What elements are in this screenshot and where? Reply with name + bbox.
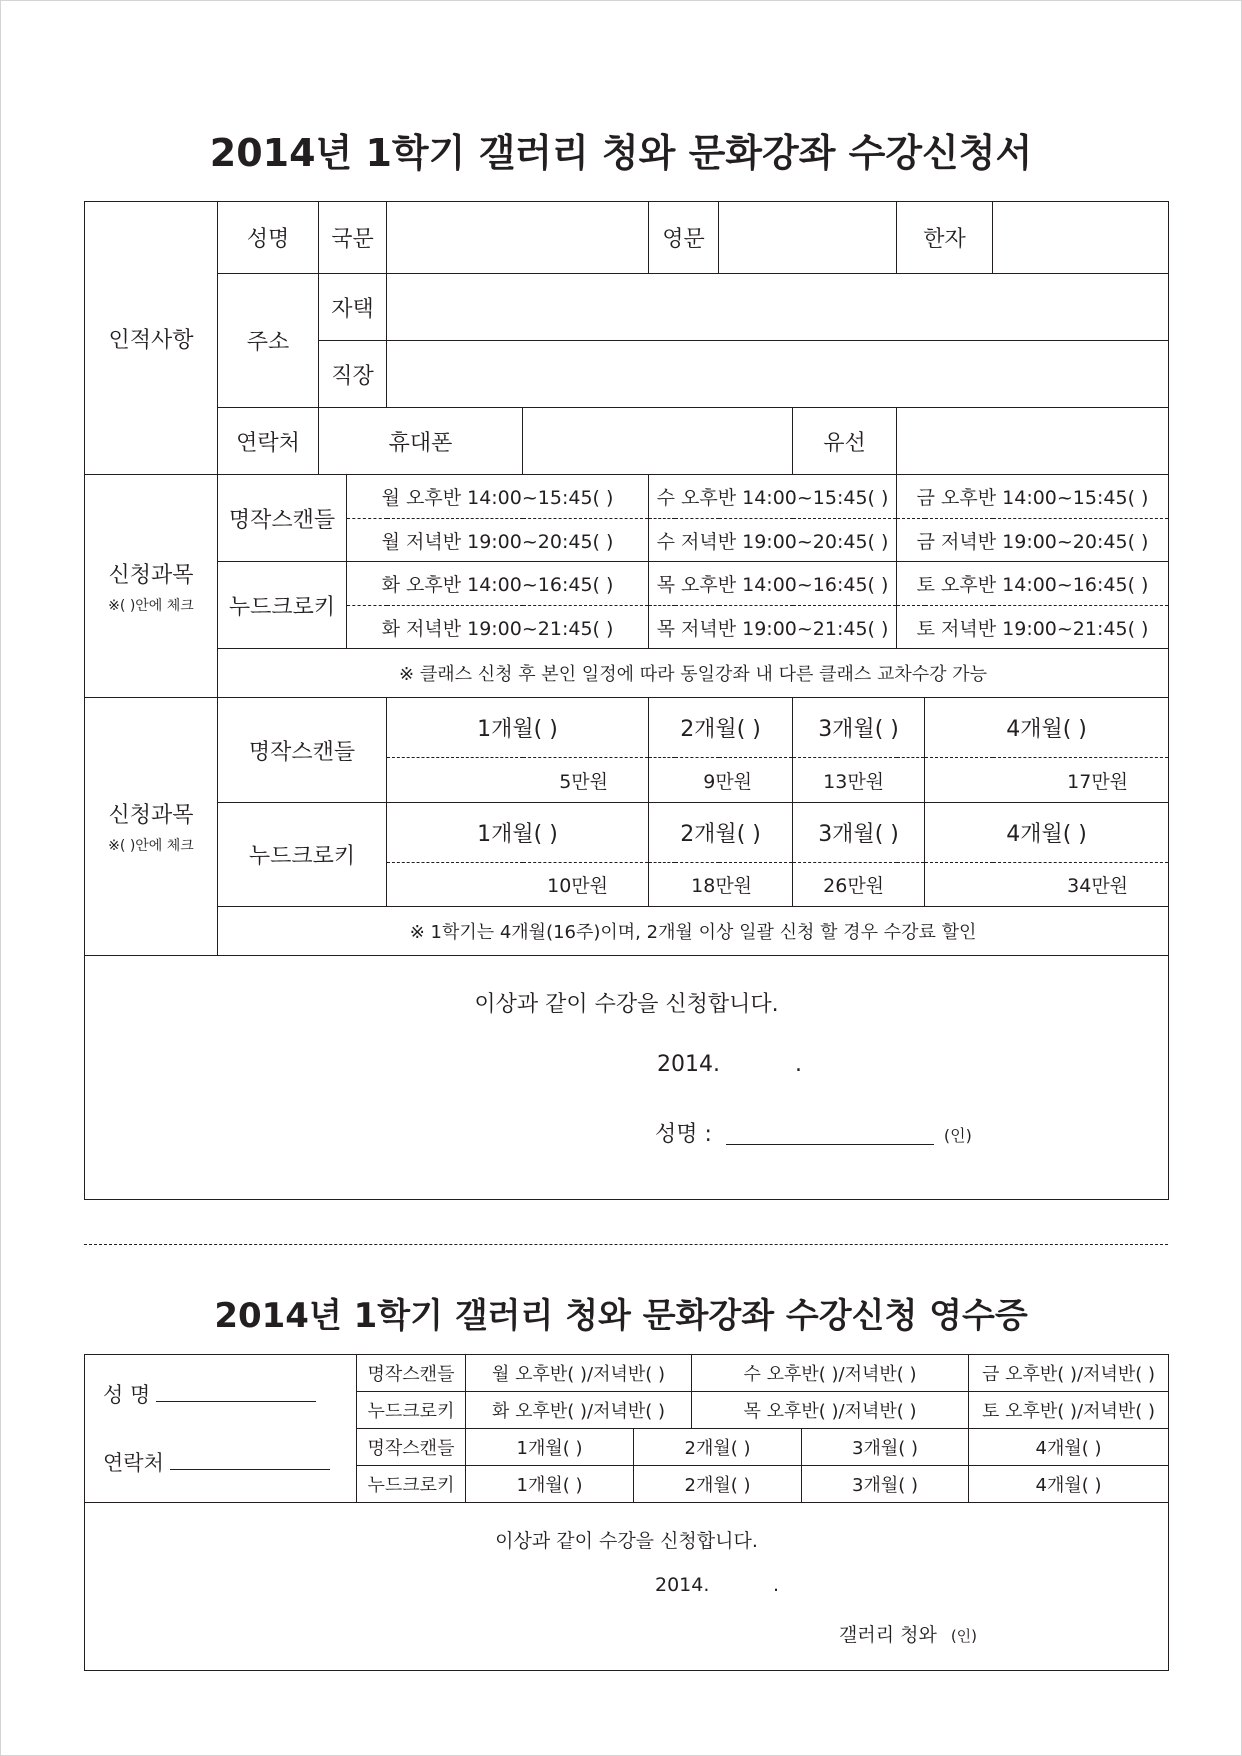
receipt-period-option[interactable]: 2개월( ) [634, 1466, 802, 1503]
schedule-option[interactable]: 목 저녁반 19:00~21:45( ) [649, 606, 897, 649]
price-value: 17만원 [925, 758, 1169, 803]
work-address-field[interactable] [387, 341, 1169, 408]
receipt-title: 2014년 1학기 갤러리 청와 문화강좌 수강신청 영수증 [214, 1296, 1028, 1336]
receipt-date-year: 2014. [655, 1573, 710, 1596]
class-b-label: 누드크로키 [218, 562, 347, 649]
seal-mark: (인) [943, 1125, 972, 1145]
application-date[interactable] [657, 1051, 802, 1077]
receipt-schedule-option[interactable]: 수 오후반( )/저녁반( ) [692, 1355, 969, 1392]
period-option[interactable]: 4개월( ) [925, 803, 1169, 863]
signature-section [85, 956, 1169, 1200]
english-name-field[interactable] [719, 202, 897, 274]
receipt-class-a-label: 명작스캔들 [357, 1355, 466, 1392]
signature-line[interactable] [655, 1117, 972, 1148]
home-address-field[interactable] [387, 274, 1169, 341]
cut-line [84, 1244, 1168, 1245]
receipt-contact-row [103, 1441, 356, 1485]
price-value: 10만원 [387, 863, 649, 907]
contact-label: 연락처 [218, 408, 319, 475]
class-b-label: 누드크로키 [218, 803, 387, 907]
receipt-period-option[interactable]: 3개월( ) [802, 1429, 969, 1466]
course-schedule-section [85, 475, 218, 698]
receipt-class-b-label: 누드크로키 [357, 1392, 466, 1429]
work-address-label: 직장 [319, 341, 387, 408]
korean-name-field[interactable] [387, 202, 649, 274]
receipt-schedule-option[interactable]: 화 오후반( )/저녁반( ) [466, 1392, 692, 1429]
receipt-period-option[interactable]: 1개월( ) [466, 1466, 634, 1503]
landline-label: 유선 [793, 408, 897, 475]
schedule-option[interactable]: 월 오후반 14:00~15:45( ) [347, 475, 649, 519]
price-value: 18만원 [649, 863, 793, 907]
signature-field[interactable] [726, 1124, 934, 1145]
date-year: 2014. [657, 1051, 720, 1077]
receipt-name-label: 성 명 [103, 1382, 151, 1407]
receipt-date-separator: . [773, 1573, 780, 1596]
schedule-option[interactable]: 화 저녁반 19:00~21:45( ) [347, 606, 649, 649]
date-separator: . [795, 1051, 802, 1077]
receipt-name-row [103, 1373, 356, 1417]
course-period-section [85, 698, 218, 956]
schedule-option[interactable]: 수 오후반 14:00~15:45( ) [649, 475, 897, 519]
schedule-option[interactable]: 금 오후반 14:00~15:45( ) [897, 475, 1169, 519]
receipt-period-option[interactable]: 3개월( ) [802, 1466, 969, 1503]
signature-name-label: 성명 : [655, 1121, 712, 1147]
schedule-option[interactable]: 수 저녁반 19:00~20:45( ) [649, 519, 897, 562]
receipt-period-option[interactable]: 4개월( ) [969, 1429, 1169, 1466]
mobile-field[interactable] [523, 408, 793, 475]
receipt-name-field[interactable] [156, 1383, 316, 1402]
receipt-class-a-label: 명작스캔들 [357, 1429, 466, 1466]
cross-class-note: ※ 클래스 신청 후 본인 일정에 따라 동일강좌 내 다른 클래스 교차수강 가능 [218, 649, 1169, 698]
gallery-name: 갤러리 청와 [839, 1623, 937, 1646]
receipt-schedule-option[interactable]: 목 오후반( )/저녁반( ) [692, 1392, 969, 1429]
hanja-name-field[interactable] [993, 202, 1169, 274]
price-value: 5만원 [387, 758, 649, 803]
check-note: ※( )안에 체크 [108, 597, 194, 614]
landline-field[interactable] [897, 408, 1169, 475]
form-title: 2014년 1학기 갤러리 청와 문화강좌 수강신청서 [209, 131, 1033, 175]
period-option[interactable]: 2개월( ) [649, 698, 793, 758]
name-label: 성명 [218, 202, 319, 274]
course-section-label: 신청과목 [108, 803, 194, 828]
receipt-signature-section [85, 1503, 1169, 1671]
price-value: 9만원 [649, 758, 793, 803]
receipt-class-b-label: 누드크로키 [357, 1466, 466, 1503]
english-name-label: 영문 [649, 202, 719, 274]
price-value: 34만원 [925, 863, 1169, 907]
address-label: 주소 [218, 274, 319, 408]
hanja-name-label: 한자 [897, 202, 993, 274]
home-address-label: 자택 [319, 274, 387, 341]
period-option[interactable]: 3개월( ) [793, 698, 925, 758]
receipt-contact-label: 연락처 [103, 1450, 164, 1475]
application-table [84, 201, 1169, 1200]
receipt-contact-field[interactable] [170, 1451, 330, 1470]
period-option[interactable]: 3개월( ) [793, 803, 925, 863]
receipt-statement: 이상과 같이 수강을 신청합니다. [495, 1529, 758, 1552]
receipt-period-option[interactable]: 2개월( ) [634, 1429, 802, 1466]
mobile-label: 휴대폰 [319, 408, 523, 475]
receipt-date[interactable] [655, 1573, 780, 1596]
receipt-period-option[interactable]: 1개월( ) [466, 1429, 634, 1466]
period-option[interactable]: 1개월( ) [387, 698, 649, 758]
schedule-option[interactable]: 화 오후반 14:00~16:45( ) [347, 562, 649, 606]
class-a-label: 명작스캔들 [218, 475, 347, 562]
class-a-label: 명작스캔들 [218, 698, 387, 803]
application-statement: 이상과 같이 수강을 신청합니다. [474, 991, 779, 1017]
schedule-option[interactable]: 토 저녁반 19:00~21:45( ) [897, 606, 1169, 649]
receipt-schedule-option[interactable]: 월 오후반( )/저녁반( ) [466, 1355, 692, 1392]
course-section-label: 신청과목 [108, 562, 194, 588]
period-option[interactable]: 1개월( ) [387, 803, 649, 863]
discount-note: ※ 1학기는 4개월(16주)이며, 2개월 이상 일괄 신청 할 경우 수강료 할인 [218, 907, 1169, 956]
receipt-table [84, 1354, 1169, 1671]
schedule-option[interactable]: 토 오후반 14:00~16:45( ) [897, 562, 1169, 606]
receipt-period-option[interactable]: 4개월( ) [969, 1466, 1169, 1503]
gallery-issuer [839, 1620, 977, 1647]
period-option[interactable]: 4개월( ) [925, 698, 1169, 758]
gallery-seal-mark: (인) [950, 1626, 978, 1645]
check-note: ※( )안에 체크 [108, 838, 194, 854]
receipt-schedule-option[interactable]: 토 오후반( )/저녁반( ) [969, 1392, 1169, 1429]
receipt-schedule-option[interactable]: 금 오후반( )/저녁반( ) [969, 1355, 1169, 1392]
period-option[interactable]: 2개월( ) [649, 803, 793, 863]
schedule-option[interactable]: 월 저녁반 19:00~20:45( ) [347, 519, 649, 562]
price-value: 13만원 [793, 758, 925, 803]
schedule-option[interactable]: 목 오후반 14:00~16:45( ) [649, 562, 897, 606]
price-value: 26만원 [793, 863, 925, 907]
personal-section-label: 인적사항 [85, 202, 218, 475]
korean-name-label: 국문 [319, 202, 387, 274]
receipt-applicant-info [85, 1355, 357, 1503]
schedule-option[interactable]: 금 저녁반 19:00~20:45( ) [897, 519, 1169, 562]
